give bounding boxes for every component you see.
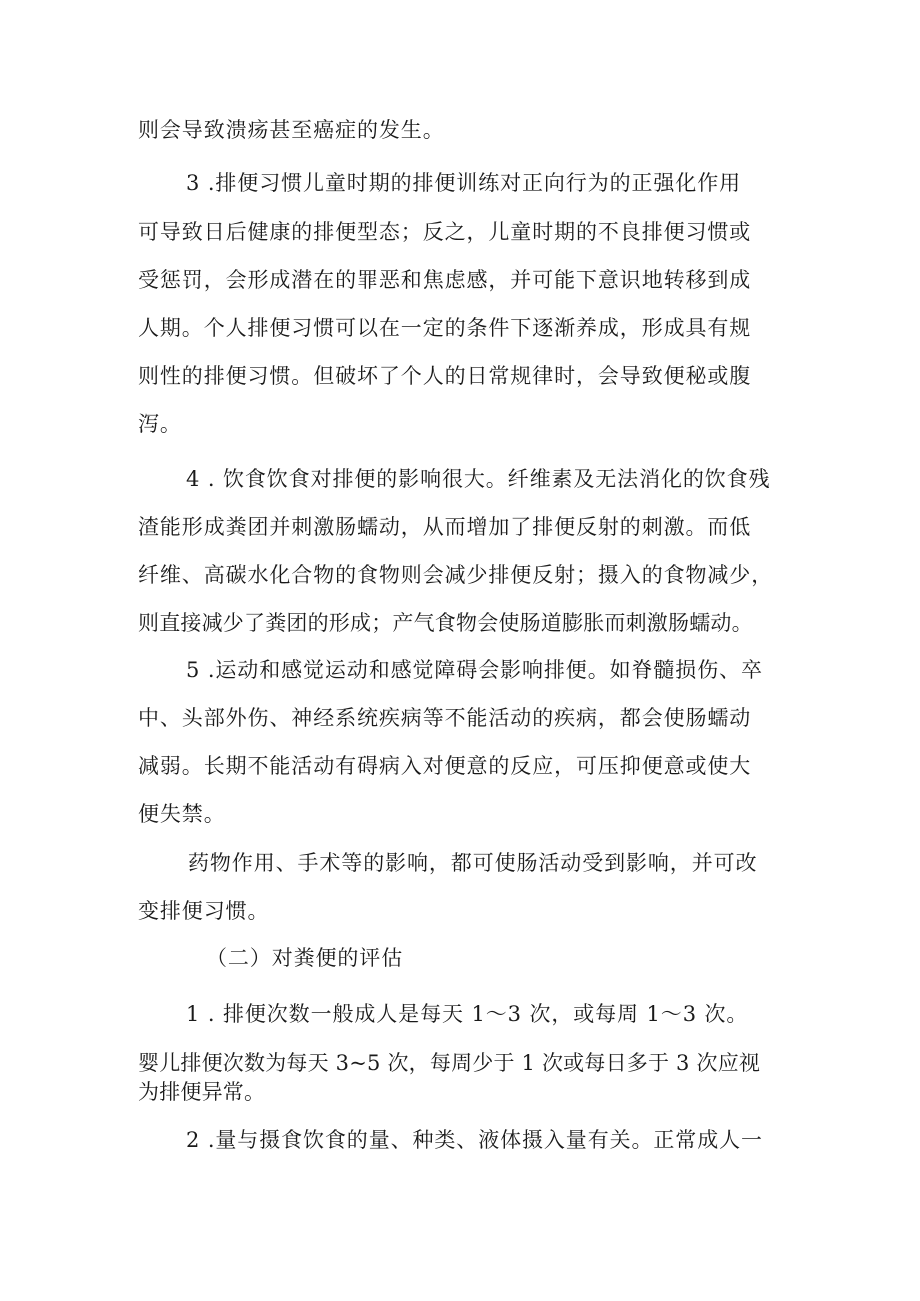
section-heading: （二）对粪便的评估 <box>206 946 404 970</box>
section-5-first-line: 5 .运动和感觉运动和感觉障碍会影响排便。如脊髓损伤、卒 <box>186 658 763 682</box>
paragraph-first-line: 药物作用、手术等的影响，都可使肠活动受到影响，并可改 <box>188 851 758 875</box>
text-line: 为排便异常。 <box>138 1080 266 1104</box>
text-line: 则会导致溃疡甚至癌症的发生。 <box>138 118 445 142</box>
text-line: 人期。个人排便习惯可以在一定的条件下逐渐养成，形成具有规 <box>138 316 752 340</box>
text-line: 泻。 <box>138 412 182 436</box>
text-line: 则直接减少了粪团的形成；产气食物会使肠道膨胀而刺激肠蠕动。 <box>138 611 753 635</box>
text-line: 可导致日后健康的排便型态；反之，儿童时期的不良排便习惯或 <box>138 220 752 244</box>
text-line: 受惩罚，会形成潜在的罪恶和焦虑感，并可能下意识地转移到成 <box>138 268 752 292</box>
section-4-first-line: 4 . 饮食饮食对排便的影响很大。纤维素及无法消化的饮食残 <box>186 467 771 491</box>
text-line: 减弱。长期不能活动有碍病入对便意的反应，可压抑便意或使大 <box>138 754 752 778</box>
text-line: 便失禁。 <box>138 802 226 826</box>
text-line: 中、头部外伤、神经系统疾病等不能活动的疾病，都会使肠蠕动 <box>138 706 752 730</box>
item-2-first-line: 2 .量与摄食饮食的量、种类、液体摄入量有关。正常成人一 <box>186 1128 763 1152</box>
item-1-first-line: 1 . 排便次数一般成人是每天 1～3 次，或每周 1～3 次。 <box>186 1002 749 1026</box>
text-line: 则性的排便习惯。但破坏了个人的日常规律时，会导致便秘或腹 <box>138 364 752 388</box>
section-3-first-line: 3 .排便习惯儿童时期的排便训练对正向行为的正强化作用 <box>186 171 742 195</box>
text-line: 纤维、高碳水化合物的食物则会减少排便反射；摄入的食物减少， <box>138 563 774 587</box>
text-line: 变排便习惯。 <box>138 899 270 923</box>
text-line: 渣能形成粪团并刺激肠蠕动，从而增加了排便反射的刺激。而低 <box>138 515 752 539</box>
text-line: 婴儿排便次数为每天 3~5 次，每周少于 1 次或每日多于 3 次应视 <box>138 1051 761 1075</box>
